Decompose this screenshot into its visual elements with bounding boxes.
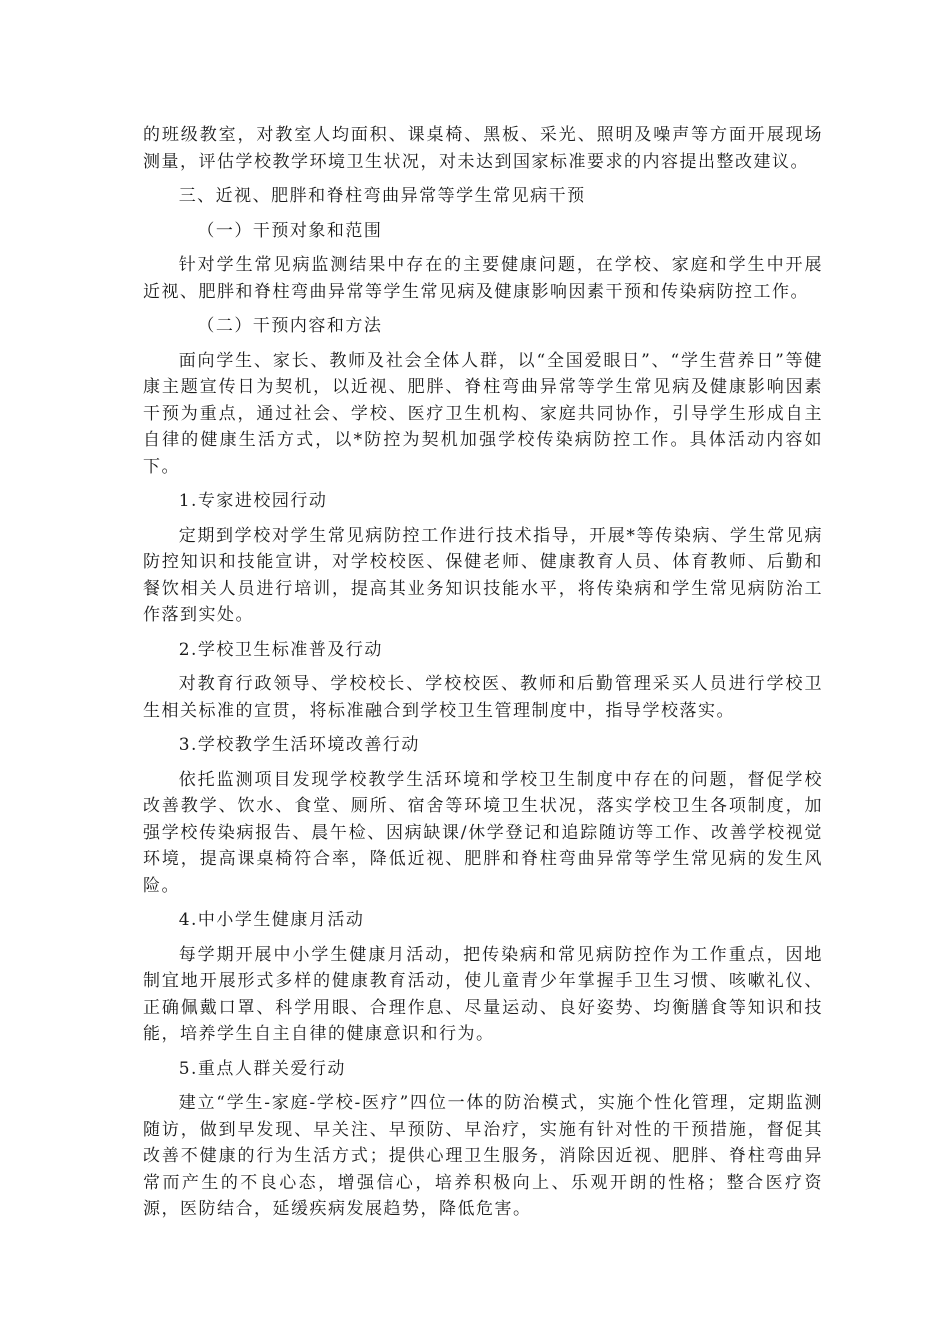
paragraph-expert-campus: 定期到学校对学生常见病防控工作进行技术指导，开展*等传染病、学生常见病防控知识和技能宣讲，对学校校医、保健老师、健康教育人员、体育教师、后勤和餐饮相关人员进行培训，提高其业务知识技能水平，将传染病和学生常见病防治工作落到实处。 bbox=[143, 525, 823, 625]
paragraph-intervention-methods: 面向学生、家长、教师及社会全体人群，以“全国爱眼日”、“学生营养日”等健康主题宣传日为契机，以近视、肥胖、脊柱弯曲异常等学生常见病及健康影响因素干预为重点，通过社会、学校、医疗卫生机构、家庭共同协作，引导学生形成自主自律的健康生活方式，以*防控为契机加强学校传染病防控工作。具体活动内容如下。 bbox=[143, 350, 823, 477]
document-body bbox=[143, 122, 823, 1231]
subsection-heading-1: （一）干预对象和范围 bbox=[197, 220, 383, 241]
paragraph-intervention-scope: 针对学生常见病监测结果中存在的主要健康问题，在学校、家庭和学生中开展近视、肥胖和脊柱弯曲异常等学生常见病及健康影响因素干预和传染病防控工作。 bbox=[143, 255, 823, 302]
item-heading-3: 3.学校教学生活环境改善行动 bbox=[178, 735, 420, 755]
item-heading-4: 4.中小学生健康月活动 bbox=[178, 910, 365, 930]
paragraph-health-month: 每学期开展中小学生健康月活动，把传染病和常见病防控作为工作重点，因地制宜地开展形式多样的健康教育活动，使儿童青少年掌握手卫生习惯、咳嗽礼仪、正确佩戴口罩、科学用眼、合理作息、尽量运动、良好姿势、均衡膳食等知识和技能，培养学生自主自律的健康意识和行为。 bbox=[143, 944, 823, 1044]
section-heading-3: 三、近视、肥胖和脊柱弯曲异常等学生常见病干预 bbox=[178, 186, 586, 206]
item-heading-2: 2.学校卫生标准普及行动 bbox=[178, 639, 383, 660]
item-heading-1: 1.专家进校园行动 bbox=[178, 491, 328, 511]
item-heading-5: 5.重点人群关爱行动 bbox=[178, 1058, 346, 1079]
paragraph-classroom-assessment: 的班级教室，对教室人均面积、课桌椅、黑板、采光、照明及噪声等方面开展现场测量，评估学校教学环境卫生状况，对未达到国家标准要求的内容提出整改建议。 bbox=[143, 125, 823, 172]
paragraph-key-groups: 建立“学生-家庭-学校-医疗”四位一体的防治模式，实施个性化管理，定期监测随访，做到早发现、早关注、早预防、早治疗，实施有针对性的干预措施，督促其改善不健康的行为生活方式；提供心理卫生服务，消除因近视、肥胖、脊柱弯曲异常而产生的不良心态，增强信心，培养积极向上、乐观开朗的性格；整合医疗资源，医防结合，延缓疾病发展趋势，降低危害。 bbox=[143, 1093, 823, 1219]
paragraph-environment: 依托监测项目发现学校教学生活环境和学校卫生制度中存在的问题，督促学校改善教学、饮水、食堂、厕所、宿舍等环境卫生状况，落实学校卫生各项制度，加强学校传染病报告、晨午检、因病缺课/休学登记和追踪随访等工作、改善学校视觉环境，提高课桌椅符合率，降低近视、肥胖和脊柱弯曲异常等学生常见病的发生风险。 bbox=[143, 769, 823, 896]
subsection-heading-2: （二）干预内容和方法 bbox=[197, 316, 383, 336]
paragraph-standards: 对教育行政领导、学校校长、学校校医、教师和后勤管理采买人员进行学校卫生相关标准的宣贯，将标准融合到学校卫生管理制度中，指导学校落实。 bbox=[143, 674, 823, 721]
